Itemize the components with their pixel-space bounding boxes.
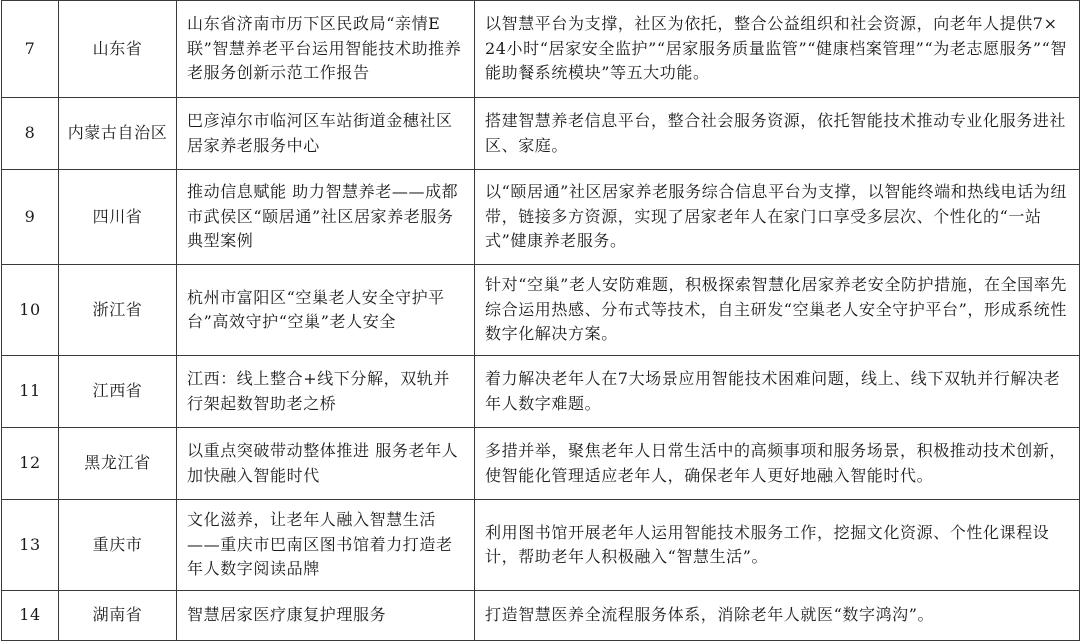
row-title: 山东省济南市历下区民政局“亲情E联”智慧养老平台运用智能技术助推养老服务创新示范工作报告 [177,1,475,98]
row-description: 着力解决老年人在7大场景应用智能技术困难问题，线上、线下双轨并行解决老年人数字难题。 [475,356,1080,428]
row-description: 以“颐居通”社区居家养老服务综合信息平台为支撑，以智能终端和热线电话为纽带，链接多方资源，实现了居家老年人在家门口享受多层次、个性化的“一站式”健康养老服务。 [475,170,1080,265]
row-title: 以重点突破带动整体推进 服务老年人加快融入智能时代 [177,428,475,500]
table-row [2,356,1080,428]
row-province: 四川省 [59,170,177,265]
row-description: 针对“空巢”老人安防难题，积极探索智慧化居家养老安全防护措施，在全国率先综合运用热感、分布式等技术，自主研发“空巢老人安全守护平台”，形成系统性数字化解决方案。 [475,265,1080,356]
table-row [2,1,1080,98]
table-row [2,591,1080,641]
table-row [2,98,1080,170]
row-number: 8 [2,98,59,170]
row-title: 江西：线上整合+线下分解，双轨并行架起数智助老之桥 [177,356,475,428]
row-number: 14 [2,591,59,641]
row-number: 7 [2,1,59,98]
row-province: 内蒙古自治区 [59,98,177,170]
row-number: 13 [2,500,59,591]
row-description: 打造智慧医养全流程服务体系，消除老年人就医“数字鸿沟”。 [475,591,1080,641]
row-description: 以智慧平台为支撑，社区为依托，整合公益组织和社会资源，向老年人提供7×24小时“居家安全监护”“居家服务质量监管”“健康档案管理”“为老志愿服务”“智能助餐系统模块”等五大功能。 [475,1,1080,98]
row-number: 11 [2,356,59,428]
table-row [2,428,1080,500]
row-number: 10 [2,265,59,356]
row-province: 山东省 [59,1,177,98]
row-title: 巴彦淖尔市临河区车站街道金穗社区居家养老服务中心 [177,98,475,170]
row-province: 浙江省 [59,265,177,356]
row-province: 黑龙江省 [59,428,177,500]
row-province: 江西省 [59,356,177,428]
row-description: 搭建智慧养老信息平台，整合社会服务资源，依托智能技术推动专业化服务进社区、家庭。 [475,98,1080,170]
row-title: 杭州市富阳区“空巢老人安全守护平台”高效守护“空巢”老人安全 [177,265,475,356]
table-row [2,170,1080,265]
row-description: 利用图书馆开展老年人运用智能技术服务工作，挖掘文化资源、个性化课程设计，帮助老年人积极融入“智慧生活”。 [475,500,1080,591]
row-title: 推动信息赋能 助力智慧养老——成都市武侯区“颐居通”社区居家养老服务典型案例 [177,170,475,265]
table-row [2,265,1080,356]
table-row [2,500,1080,591]
row-province: 重庆市 [59,500,177,591]
row-province: 湖南省 [59,591,177,641]
row-title: 文化滋养，让老年人融入智慧生活——重庆市巴南区图书馆着力打造老年人数字阅读品牌 [177,500,475,591]
row-number: 9 [2,170,59,265]
case-table [1,0,1080,641]
row-description: 多措并举，聚焦老年人日常生活中的高频事项和服务场景，积极推动技术创新，使智能化管理适应老年人，确保老年人更好地融入智能时代。 [475,428,1080,500]
row-title: 智慧居家医疗康复护理服务 [177,591,475,641]
row-number: 12 [2,428,59,500]
